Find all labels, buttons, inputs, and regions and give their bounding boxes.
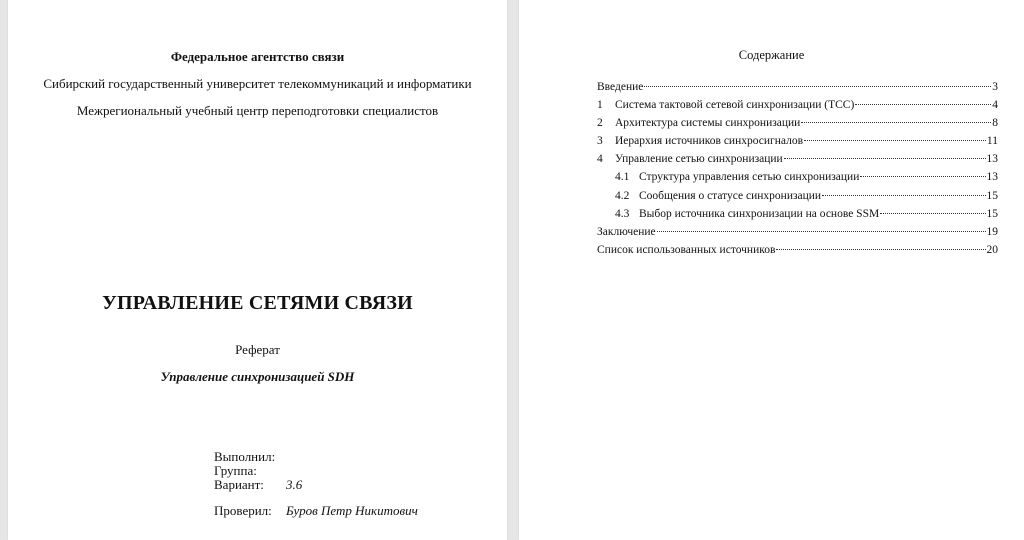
group-label: Группа:	[214, 463, 257, 478]
document-title: УПРАВЛЕНИЕ СЕТЯМИ СВЯЗИ	[102, 292, 413, 314]
toc-entry-number: 4.1	[615, 171, 630, 184]
toc-entry-number: 4.3	[615, 207, 630, 220]
toc-list	[597, 77, 998, 259]
training-center-name: Межрегиональный учебный центр переподготовки специалистов	[76, 103, 439, 118]
toc-entry[interactable]	[597, 95, 998, 113]
toc-entry-text: Список использованных источников	[597, 244, 776, 257]
toc-entry-number: 3	[597, 135, 603, 148]
toc-subentry[interactable]	[597, 204, 998, 222]
toc-entry-number: 4	[597, 153, 603, 166]
toc-leader	[801, 113, 991, 123]
title-page	[8, 0, 507, 540]
toc-subentry[interactable]	[597, 168, 998, 186]
toc-leader	[644, 77, 991, 87]
work-topic: Управление синхронизацией SDH	[160, 369, 355, 384]
toc-entry-number: 2	[597, 116, 603, 129]
done-by-label: Выполнил:	[214, 449, 276, 464]
toc-entry-page: 8	[992, 116, 998, 129]
toc-leader	[880, 204, 985, 214]
toc-entry-number: 1	[597, 98, 603, 111]
toc-entry-number: 4.2	[615, 189, 630, 202]
toc-page	[519, 0, 1024, 540]
toc-entry[interactable]	[597, 223, 998, 241]
toc-entry-text: Выбор источника синхронизации на основе SSM	[639, 207, 880, 220]
toc-entry-page: 13	[986, 171, 998, 184]
toc-entry-page: 13	[986, 153, 998, 166]
toc-entry-text: Структура управления сетью синхронизации	[639, 171, 860, 184]
toc-entry-page: 20	[986, 244, 998, 257]
checked-by-value: Буров Петр Никитович	[286, 503, 418, 518]
toc-entry-text: Система тактовой сетевой синхронизации (ТСС)	[615, 98, 855, 111]
checked-by-row	[214, 503, 418, 519]
toc-entry-page: 15	[986, 189, 998, 202]
toc-entry-text: Архитектура системы синхронизации	[615, 116, 801, 129]
agency-name: Федеральное агентство связи	[170, 49, 345, 64]
toc-entry-page: 19	[986, 226, 998, 238]
toc-entry-text: Иерархия источников синхросигналов	[615, 135, 804, 148]
toc-title: Содержание	[738, 48, 805, 62]
toc-leader	[776, 241, 985, 251]
toc-entry-text: Заключение	[597, 226, 656, 238]
toc-leader	[860, 168, 985, 178]
toc-entry-page: 15	[986, 207, 998, 220]
variant-label: Вариант:	[214, 477, 264, 492]
toc-entry[interactable]	[597, 150, 998, 168]
toc-leader	[804, 132, 986, 142]
university-name: Сибирский государственный университет телекоммуникаций и информатики	[43, 76, 472, 91]
toc-entry[interactable]	[597, 113, 998, 131]
toc-leader	[784, 150, 986, 160]
toc-entry-page: 4	[992, 98, 998, 111]
toc-entry-text: Управление сетью синхронизации	[615, 153, 783, 166]
toc-entry[interactable]	[597, 241, 998, 259]
toc-entry-text: Сообщения о статусе синхронизации	[639, 189, 822, 202]
toc-entry[interactable]	[597, 77, 998, 95]
variant-value: 3.6	[286, 477, 303, 492]
toc-entry-page: 11	[986, 135, 998, 148]
toc-entry-text: Введение	[597, 80, 644, 93]
toc-leader	[822, 186, 985, 196]
toc-entry[interactable]	[597, 132, 998, 150]
work-type: Реферат	[235, 342, 280, 357]
toc-leader	[855, 95, 991, 105]
variant-row	[214, 477, 302, 493]
toc-subentry[interactable]	[597, 186, 998, 204]
toc-entry-page: 3	[992, 80, 998, 93]
checked-by-label: Проверил:	[214, 503, 272, 518]
toc-leader	[657, 223, 986, 233]
